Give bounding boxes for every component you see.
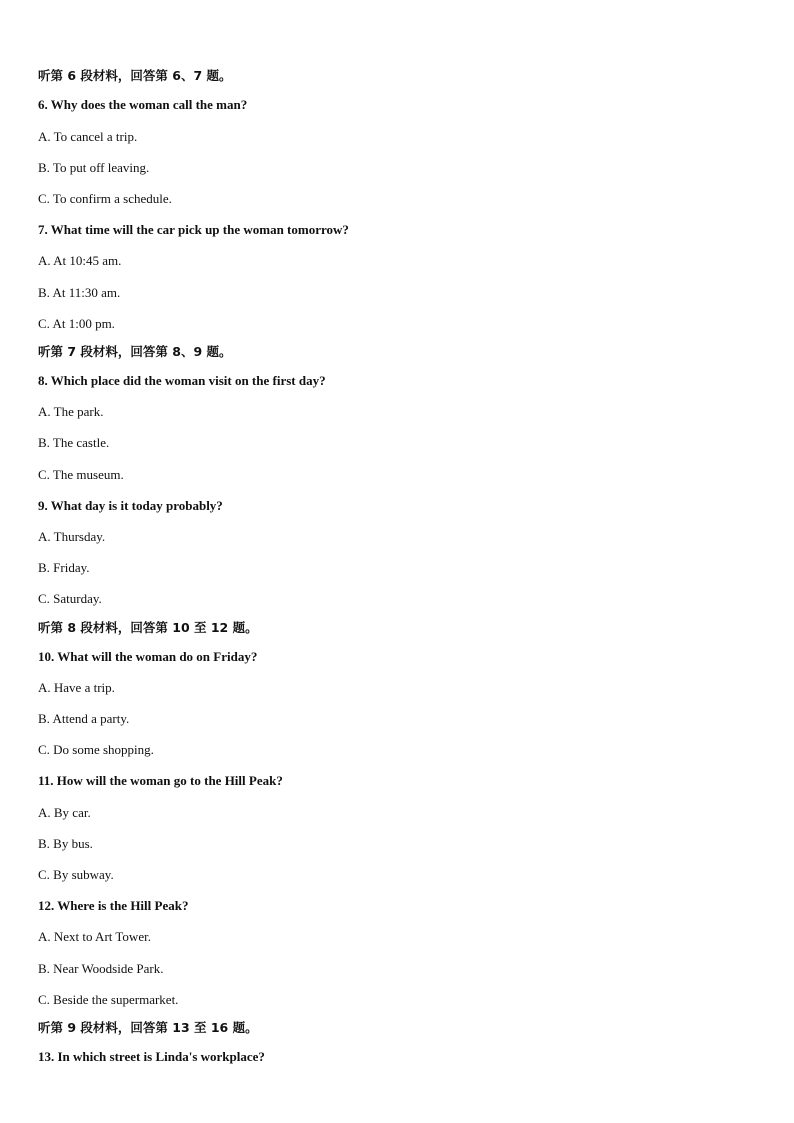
option-10c: C. Do some shopping. <box>38 742 154 757</box>
question-8: 8. Which place did the woman visit on the first day? <box>38 373 326 388</box>
option-11a: A. By car. <box>38 805 91 820</box>
question-12: 12. Where is the Hill Peak? <box>38 898 189 913</box>
option-12b: B. Near Woodside Park. <box>38 961 164 976</box>
option-12c: C. Beside the supermarket. <box>38 992 179 1007</box>
option-10a: A. Have a trip. <box>38 680 115 695</box>
section-heading: 听第 6 段材料，回答第 6、7 题。 <box>38 68 232 83</box>
option-9b: B. Friday. <box>38 560 90 575</box>
question-10: 10. What will the woman do on Friday? <box>38 649 258 664</box>
option-7a: A. At 10:45 am. <box>38 253 122 268</box>
option-9c: C. Saturday. <box>38 591 102 606</box>
question-13: 13. In which street is Linda's workplace? <box>38 1049 265 1064</box>
section-heading: 听第 7 段材料，回答第 8、9 题。 <box>38 344 232 359</box>
option-7c: C. At 1:00 pm. <box>38 316 115 331</box>
option-8b: B. The castle. <box>38 435 110 450</box>
section-heading: 听第 9 段材料，回答第 13 至 16 题。 <box>38 1020 258 1035</box>
option-12a: A. Next to Art Tower. <box>38 929 151 944</box>
option-11c: C. By subway. <box>38 867 114 882</box>
question-7: 7. What time will the car pick up the woman tomorrow? <box>38 222 349 237</box>
question-9: 9. What day is it today probably? <box>38 498 223 513</box>
option-8c: C. The museum. <box>38 467 124 482</box>
option-8a: A. The park. <box>38 404 104 419</box>
question-6: 6. Why does the woman call the man? <box>38 97 248 112</box>
option-7b: B. At 11:30 am. <box>38 285 121 300</box>
option-9a: A. Thursday. <box>38 529 106 544</box>
section-heading: 听第 8 段材料，回答第 10 至 12 题。 <box>38 620 258 635</box>
option-11b: B. By bus. <box>38 836 93 851</box>
question-11: 11. How will the woman go to the Hill Peak? <box>38 773 283 788</box>
option-10b: B. Attend a party. <box>38 711 130 726</box>
option-6b: B. To put off leaving. <box>38 160 150 175</box>
option-6c: C. To confirm a schedule. <box>38 191 172 206</box>
option-6a: A. To cancel a trip. <box>38 129 138 144</box>
